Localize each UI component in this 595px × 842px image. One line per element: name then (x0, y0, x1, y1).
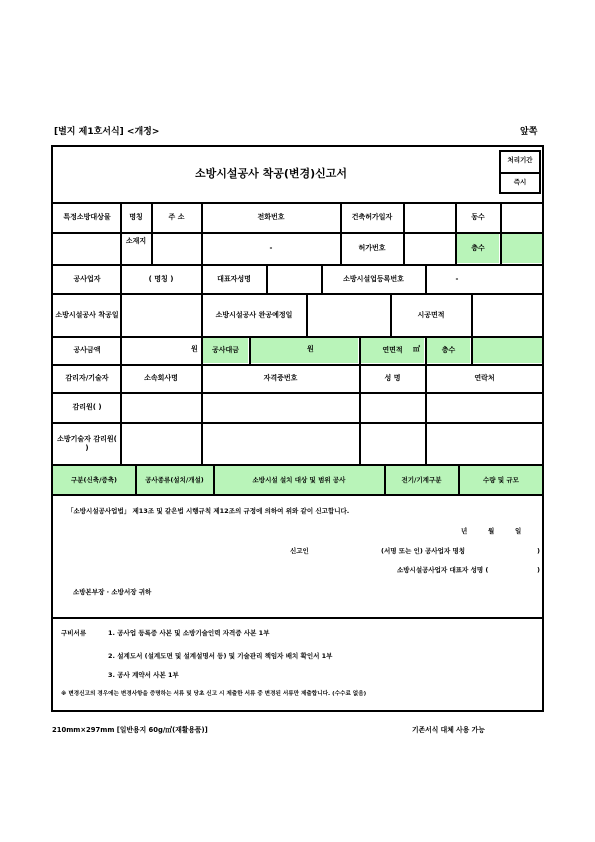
building-name-label: 명칭 (129, 213, 143, 221)
supervisor-header-label: 감리자/기술자 (65, 374, 109, 382)
application-form (51, 145, 544, 712)
address-dash: - (269, 244, 273, 252)
contractor-name-mark: ( 명칭 ) (148, 274, 174, 283)
contact-header: 연락처 (474, 374, 495, 382)
page-side-mark: 앞쪽 (520, 127, 538, 137)
floors-field[interactable] (473, 338, 542, 363)
permit-date-label: 건축허가일자 (351, 213, 393, 221)
applicant-label: 신고인 (290, 547, 309, 555)
payment-field[interactable] (251, 338, 358, 363)
facility-band-col-5: 수량 및 규모 (483, 476, 519, 484)
facility-band-col-2: 공사종류(설치/개설) (145, 476, 204, 484)
representative-label: 대표자성명 (217, 274, 251, 283)
facility-band-col-1: 구분(신축/증축) (71, 476, 117, 484)
attachments-label: 구비서류 (61, 629, 87, 637)
floors-label: 층수 (427, 338, 470, 363)
declaration-statement: 「소방시설공사업법」 제13조 및 같은법 시행규칙 제12조의 규정에 의하여 위와 같이 신고합니다. (67, 507, 350, 515)
attachment-item-1: 1. 공사업 등록증 사본 및 소방기술인력 자격증 사본 1부 (108, 629, 270, 637)
technician-row-label: 소방기술자 감리원( ) (57, 434, 117, 452)
supervisor-row-label: 감리원( ) (72, 403, 102, 411)
phone-label: 전화번호 (257, 213, 285, 221)
payment-unit: 원 (307, 345, 314, 353)
completion-date-label: 소방시설공사 완공예정일 (215, 310, 293, 319)
applicant-line-2-close: ) (537, 566, 540, 574)
date-day: 일 (515, 527, 522, 535)
permit-number-label: 허가번호 (358, 244, 386, 252)
date-month: 월 (488, 527, 495, 535)
construction-area-label: 시공면적 (417, 310, 445, 319)
floor-area-unit: ㎡ (413, 345, 420, 353)
registration-dash: - (455, 274, 459, 283)
company-name-header: 소속회사명 (144, 374, 178, 382)
form-title: 소방시설공사 착공(변경)신고서 (195, 167, 348, 180)
floor-count-value[interactable] (502, 234, 542, 263)
processing-period-value: 즉시 (513, 178, 527, 186)
payment-label: 공사대금 (203, 338, 248, 363)
location-label: 소재지 (125, 236, 147, 245)
start-date-label: 소방시설공사 착공일 (55, 310, 119, 319)
facility-band-col-3: 소방시설 설치 대상 및 범위 공사 (252, 476, 346, 484)
contractor-label: 공사업자 (73, 274, 101, 283)
contract-amount-label: 공사금액 (73, 346, 101, 354)
date-year: 년 (461, 527, 468, 535)
floor-count-label: 층수 (457, 234, 499, 263)
attachment-item-2: 2. 설계도서 (설계도면 및 설계설명서 등) 및 기술관리 책임자 배치 확인서 1부 (108, 652, 333, 660)
contract-amount-unit: 원 (191, 345, 198, 353)
building-count-label: 동수 (471, 213, 485, 221)
applicant-line-2: 소방시설공사업자 대표자 성명 ( (397, 566, 489, 574)
processing-period-box (499, 150, 541, 194)
footer-paper-spec: 210mm×297mm [일반용지 60g/㎡(재활용품)] (52, 726, 208, 734)
applicant-line-1-close: ) (537, 547, 540, 555)
attachment-item-3: 3. 공사 계약서 사본 1부 (108, 671, 179, 679)
attachments-note: ※ 변경신고의 경우에는 변경사항을 증명하는 서류 및 당초 신고 시 제출한 서류 중 변경된 서류만 제출합니다. (수수료 없음) (61, 691, 367, 697)
form-reference: [별지 제1호서식] <개정> (54, 127, 160, 137)
name-header: 성 명 (384, 374, 401, 382)
floor-area-label: 연면적 (361, 338, 424, 363)
footer-note: 기존서식 대체 사용 가능 (412, 726, 485, 734)
applicant-line-1: (서명 또는 인) 공사업자 명칭 (381, 547, 466, 555)
registration-number-label: 소방시설업등록번호 (343, 274, 404, 283)
license-number-header: 자격증번호 (263, 374, 298, 382)
target-building-label: 특정소방대상물 (63, 213, 111, 221)
address-label: 주 소 (168, 213, 185, 221)
processing-period-label: 처리기간 (507, 156, 533, 164)
facility-band-col-4: 전기/기계구분 (401, 476, 442, 484)
recipient-line: 소방본부장 · 소방서장 귀하 (73, 588, 152, 596)
